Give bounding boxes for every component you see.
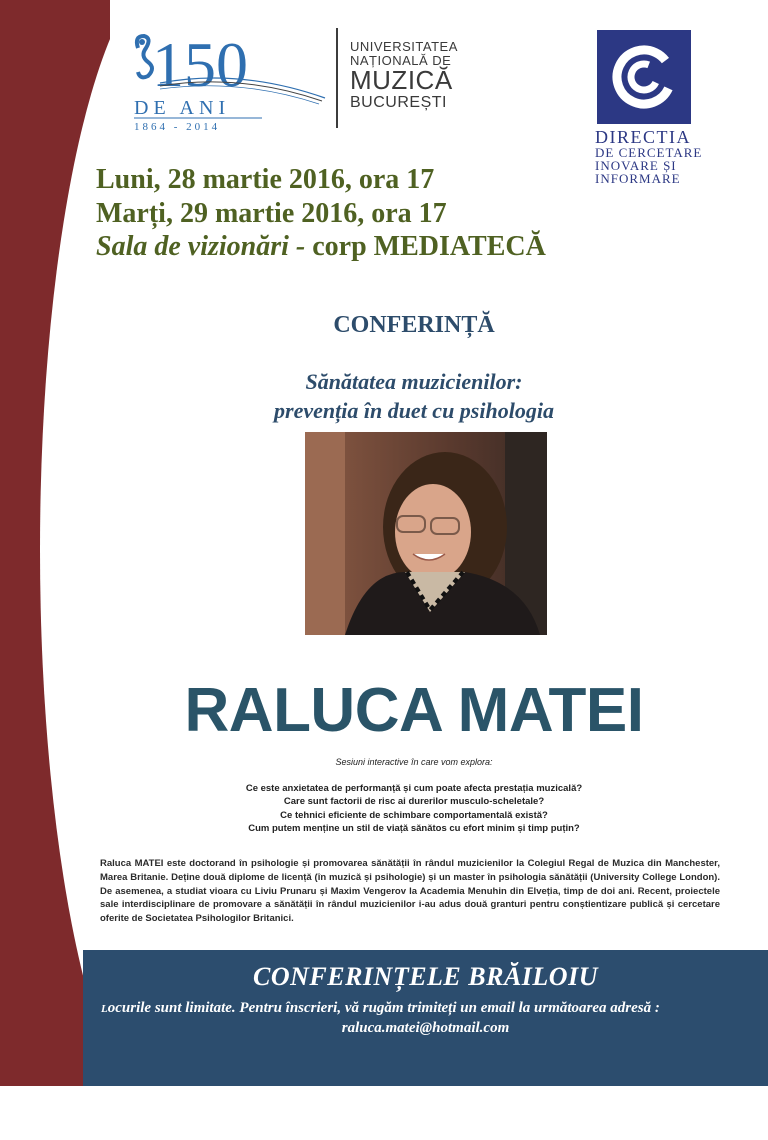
subtitle-line-2: prevenția în duet cu psihologia [274, 397, 554, 423]
university-name [350, 40, 458, 111]
university-line-4: BUCUREȘTI [350, 93, 447, 111]
date-line-1: Luni, 28 martie 2016, ora 17 [96, 164, 435, 195]
logo-150-years [130, 28, 330, 138]
venue-line [96, 230, 546, 264]
speaker-photo [305, 432, 547, 635]
speaker-bio: Raluca MATEI este doctorand în psihologie și promovarea sănătății în rândul muzicienilor la Colegiul Regal de Muzica din Manchester, Marea Britanie. Deține două diplome de licență (în muzică și psihologie) și un master în psihologia sănătății (University College London). De asemenea, a studiat vioara cu Liviu Prunaru și Maxim Vengerov la Academia Menuhin din Elveția, timp de doi ani. Recent, proiectele sale interdisciplinare de promovare a sănătății în rândul muzicienilor i-au adus două granturi pentru conștientizare publică și cercetare oferite de Societatea Psihologilor Britanici. [100, 858, 720, 925]
dcif-line-4: INFORMARE [595, 171, 681, 186]
venue-italic: Sala de vizionări - [96, 231, 306, 263]
contact-email: raluca.matei@hotmail.com [341, 1020, 510, 1036]
conference-label: CONFERINȚĂ [333, 312, 495, 338]
university-line-1: UNIVERSITATEA [350, 39, 458, 54]
treble-clef-logo-icon [130, 28, 330, 138]
question-item: Care sunt factorii de risc ai durerilor musculo-scheletale? [283, 796, 545, 808]
date-line-2: Marți, 29 martie 2016, ora 17 [96, 197, 447, 229]
question-item: Ce tehnici eficiente de schimbare comportamentală există? [280, 809, 548, 821]
university-line-2: NAȚIONALĂ DE [350, 52, 452, 68]
speaker-name: RALUCA MATEI [184, 676, 644, 745]
logo-number: 150 [152, 29, 248, 100]
dcif-name [595, 128, 702, 185]
venue-rest: corp MEDIATECĂ [305, 231, 546, 263]
dcif-line-3: INOVARE ȘI [595, 158, 677, 173]
logo-years-label: DE ANI [134, 97, 231, 119]
footer-prefix: L [101, 1003, 108, 1015]
logo-divider [336, 28, 338, 128]
university-line-3: MUZICĂ [350, 65, 453, 96]
dcif-logo-icon [597, 30, 691, 124]
dcif-line-2: DE CERCETARE [595, 145, 703, 160]
subtitle-line-1: Sănătatea muzicienilor: [305, 369, 523, 394]
question-item: Ce este anxietatea de performanță și cum poate afecta prestația muzicală? [245, 783, 583, 794]
conference-subtitle [0, 368, 768, 425]
footer-registration-text [101, 1000, 761, 1017]
session-questions [0, 782, 768, 836]
footer-banner [83, 950, 768, 1086]
session-intro: Sesiuni interactive în care vom explora: [335, 757, 493, 767]
question-item: Cum putem menține un stil de viață sănătos cu efort minim și timp puțin? [248, 823, 580, 835]
logo-years-range: 1864 - 2014 [134, 121, 221, 133]
footer-title: CONFERINȚELE BRĂILOIU [253, 962, 598, 991]
dcif-line-1: DIRECTIA [595, 127, 691, 147]
footer-limited-text: ocurile sunt limitate. Pentru înscrieri, vă rugăm trimiteți un email la următoarea adresă : [107, 1000, 660, 1016]
event-dates [96, 163, 546, 264]
